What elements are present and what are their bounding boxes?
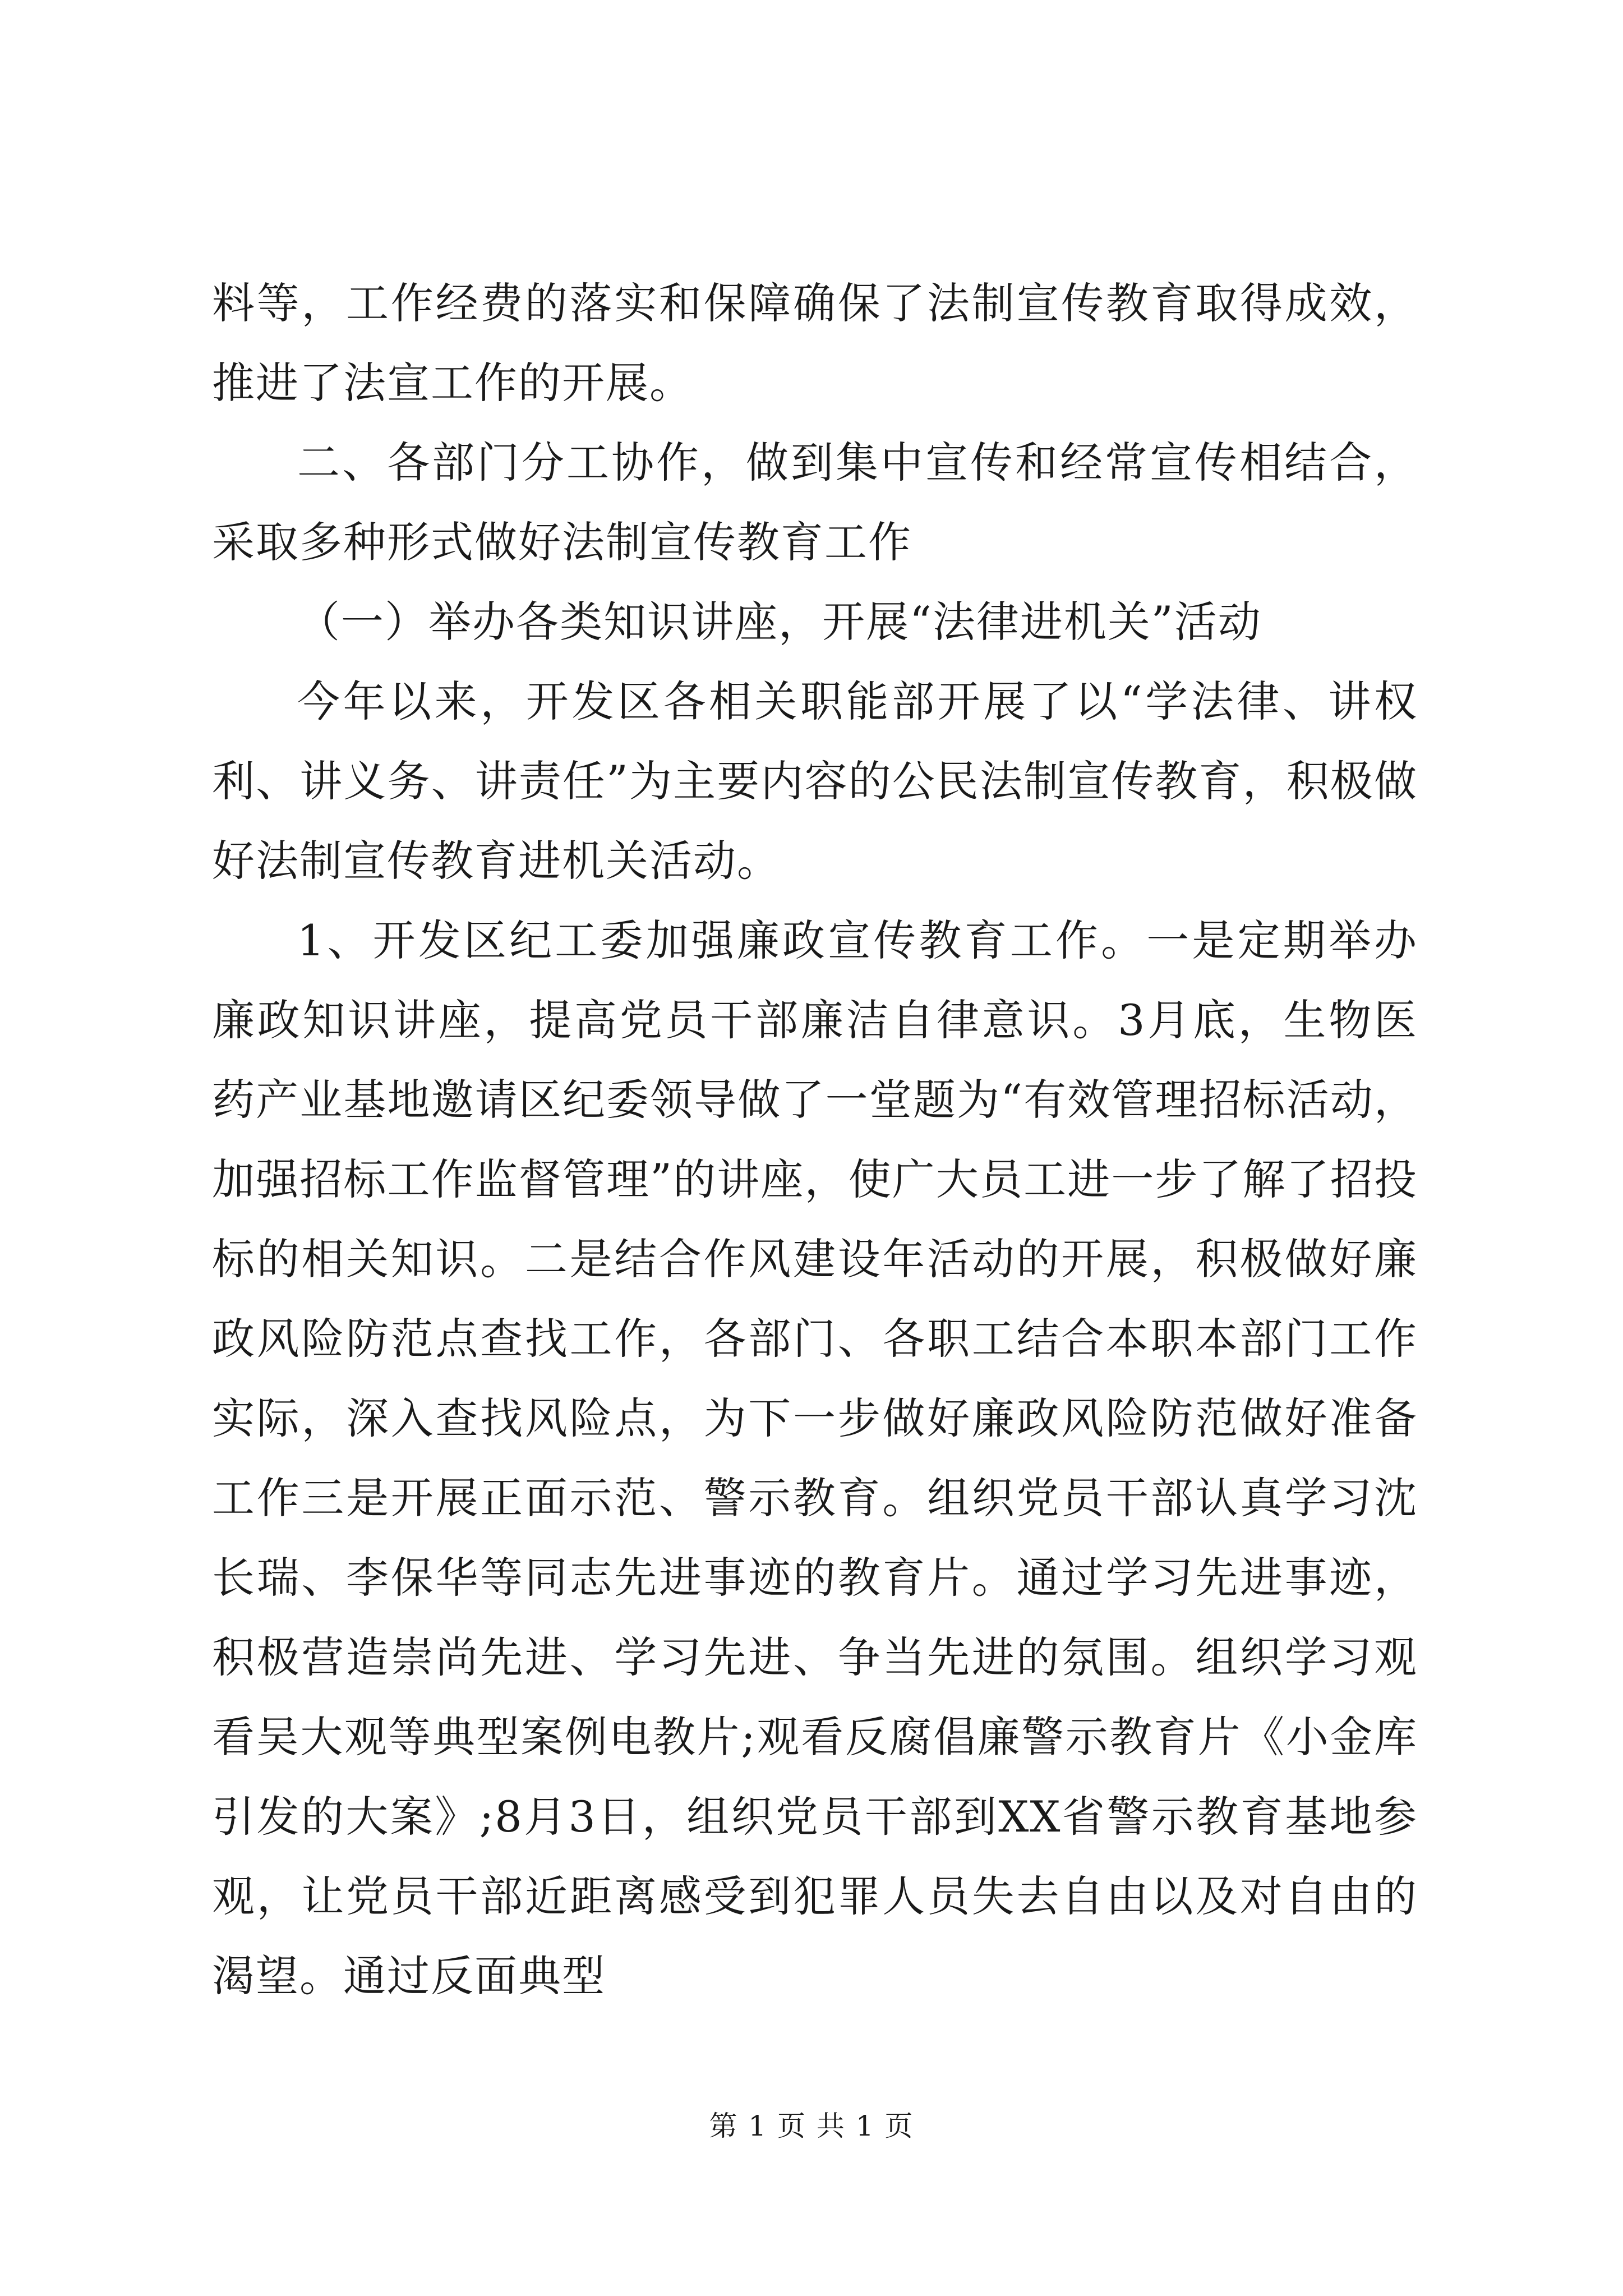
paragraph-item-one: 1、开发区纪工委加强廉政宣传教育工作。一是定期举办廉政知识讲座，提高党员干部廉洁自律意识。3月底，生物医药产业基地邀请区纪委领导做了一堂题为“有效管理招标活动，加强招标工作监督管理”的讲座，使广大员工进一步了解了招投标的相关知识。二是结合作风建设年活动的开展，积极做好廉政风险防范点查找工作，各部门、各职工结合本职本部门工作实际，深入查找风险点，为下一步做好廉政风险防范做好准备工作三是开展正面示范、警示教育。组织党员干部认真学习沈长瑞、李保华等同志先进事迹的教育片。通过学习先进事迹，积极营造崇尚先进、学习先进、争当先进的氛围。组织学习观看吴大观等典型案例电教片;观看反腐倡廉警示教育片《小金库引发的大案》;8月3日，组织党员干部到XX省警示教育基地参观，让党员干部近距离感受到犯罪人员失去自由以及对自由的渴望。通过反面典型: [212, 915, 1418, 2001]
section-heading-two: 二、各部门分工协作，做到集中宣传和经常宣传相结合，采取多种形式做好法制宣传教育工作: [212, 438, 1418, 567]
paragraph-intro: 今年以来，开发区各相关职能部开展了以“学法律、讲权利、讲义务、讲责任”为主要内容的公民法制宣传教育，积极做好法制宣传教育进机关活动。: [212, 677, 1418, 886]
subsection-heading-one: （一）举办各类知识讲座，开展“法律进机关”活动: [297, 597, 1262, 647]
document-body: [212, 264, 1418, 2016]
page-footer: 第 1 页 共 1 页: [709, 2110, 914, 2142]
paragraph-continuation: 料等，工作经费的落实和保障确保了法制宣传教育取得成效，推进了法宣工作的开展。: [212, 278, 1418, 408]
